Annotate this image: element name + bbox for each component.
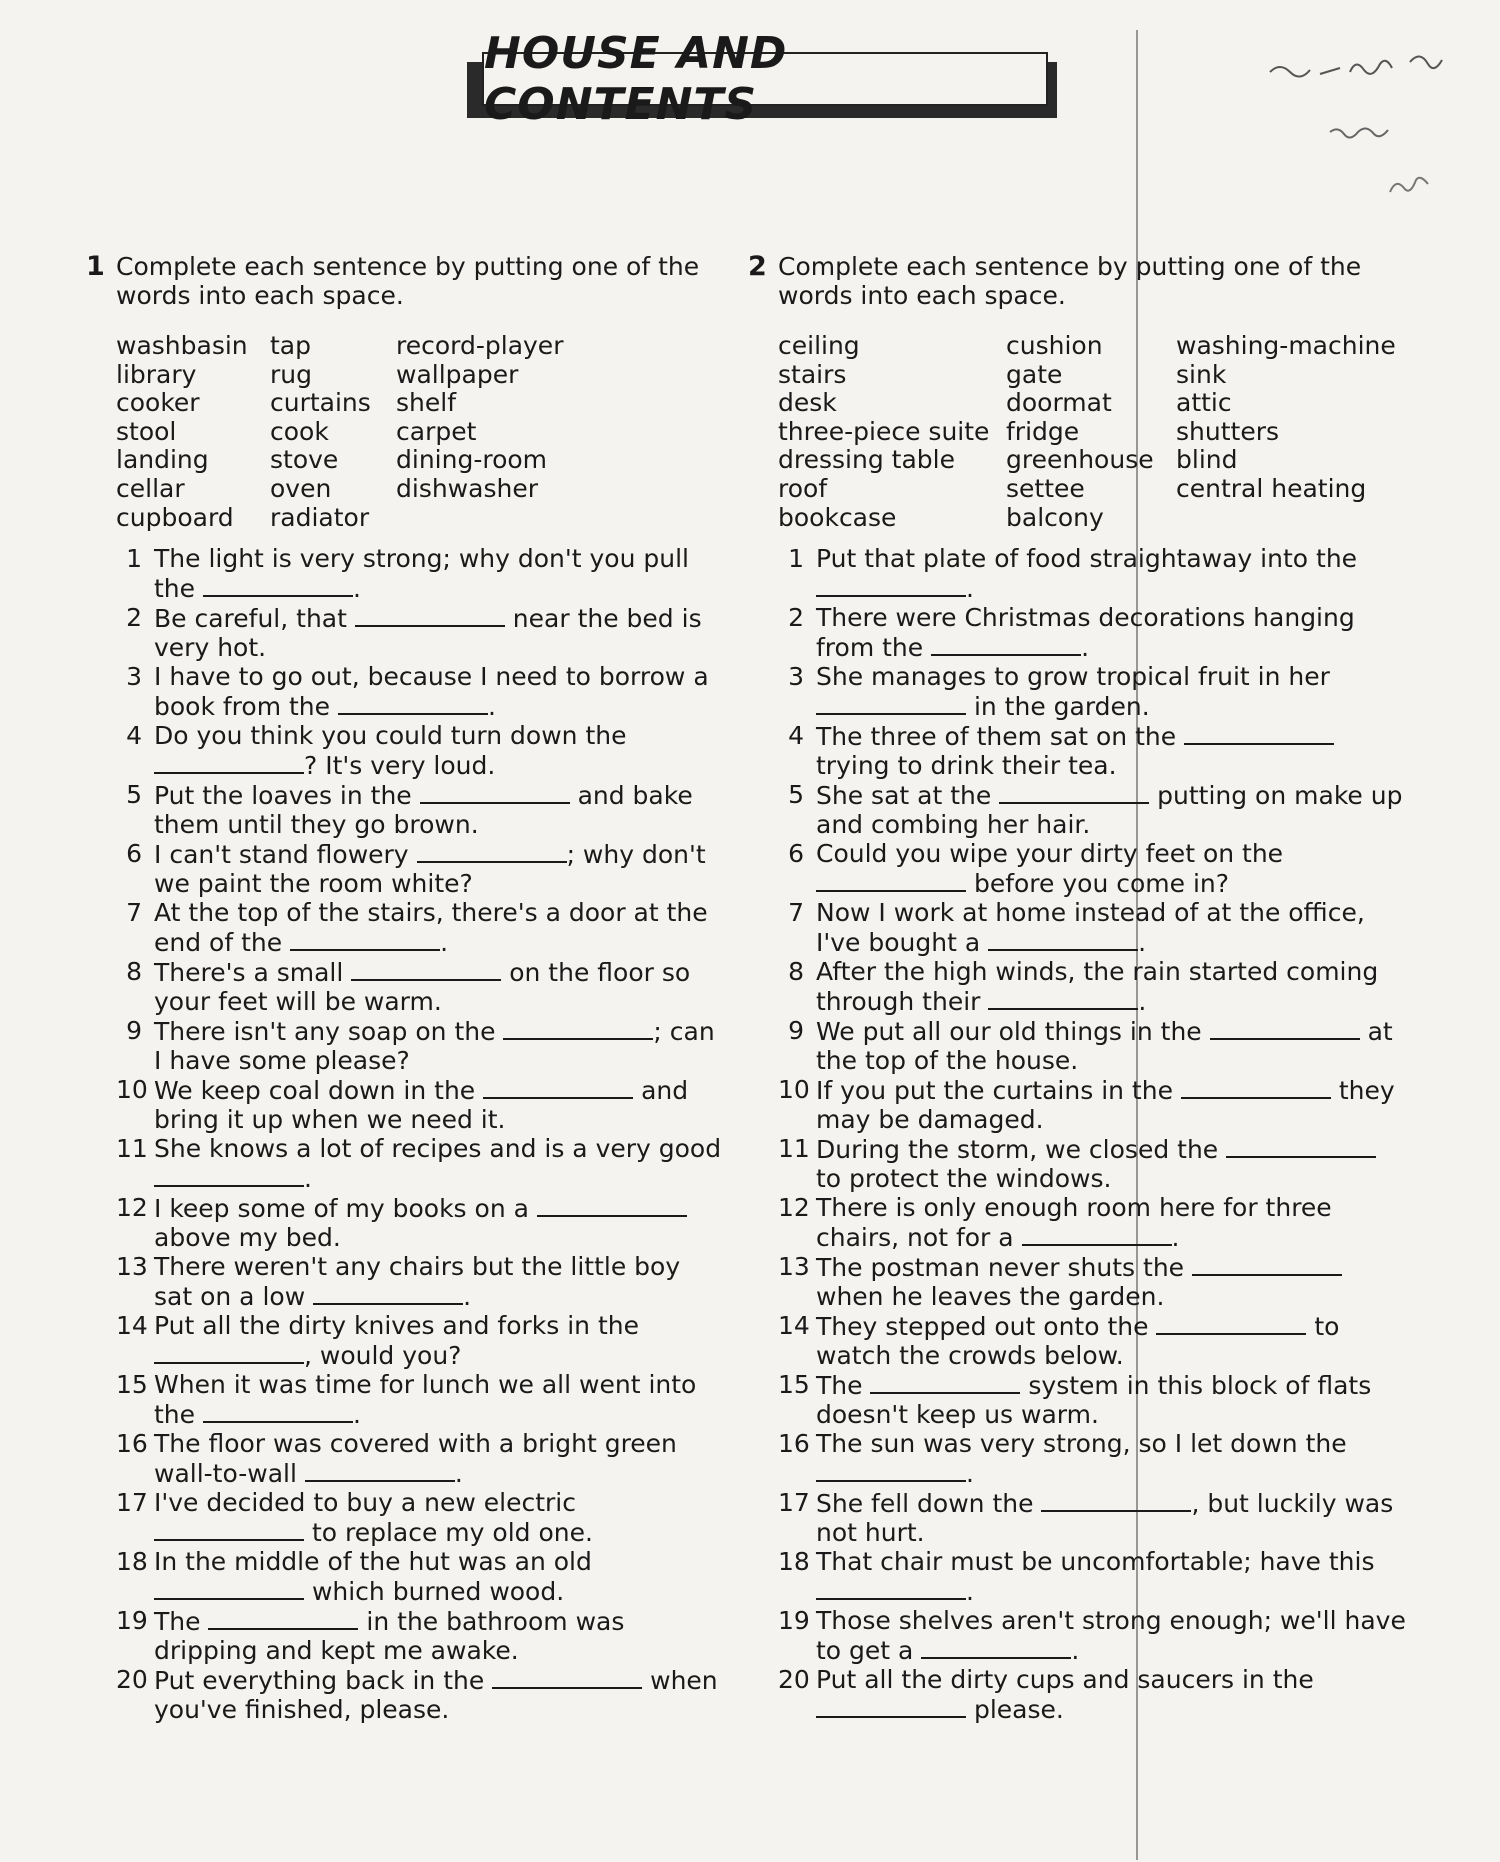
sentence-item: [116, 1547, 726, 1606]
answer-blank[interactable]: [988, 927, 1138, 951]
sentence-part-before: Could you wipe your dirty feet on the: [816, 839, 1284, 869]
sentence-part-before: The light is very strong; why don't you pull the: [154, 544, 689, 604]
word-bank-word: shutters: [1176, 416, 1280, 446]
word-bank-word: dishwasher: [396, 473, 538, 503]
sentence-text: [816, 1016, 1408, 1075]
word-bank-word: central heating: [1176, 473, 1367, 503]
word-bank-word: carpet: [396, 416, 477, 446]
answer-blank[interactable]: [290, 927, 440, 951]
sentence-part-after: .: [463, 1282, 472, 1312]
item-number: 11: [778, 1134, 810, 1164]
answer-blank[interactable]: [931, 632, 1081, 656]
item-number: 19: [778, 1606, 810, 1636]
sentence-text: [154, 1370, 726, 1429]
bleed-through-text: [160, 120, 167, 145]
sentence-part-after: .: [966, 1459, 974, 1489]
item-number: 12: [778, 1193, 810, 1223]
answer-blank[interactable]: [305, 1458, 455, 1482]
sentence-item: [778, 1547, 1408, 1606]
sentence-text: [154, 957, 726, 1016]
sentence-part-before: I've decided to buy a new electric: [154, 1488, 576, 1518]
sentence-item: [778, 1370, 1408, 1429]
sentence-item: [116, 1252, 726, 1311]
sentence-item: [116, 1311, 726, 1370]
sentence-part-before: We keep coal down in the: [154, 1076, 484, 1106]
item-number: 11: [116, 1134, 148, 1164]
sentence-item: [778, 780, 1408, 839]
item-number: 5: [126, 780, 142, 810]
sentence-text: [154, 1547, 726, 1606]
word-bank-word: fridge: [1006, 416, 1080, 446]
sentence-text: [154, 839, 726, 898]
sentence-text: [816, 1370, 1408, 1429]
word-bank-word: shelf: [396, 388, 456, 418]
sentence-text: [154, 1665, 726, 1724]
instruction-text: Complete each sentence by putting one of the words into each space.: [778, 252, 1362, 310]
sentence-part-before: Put all the dirty knives and forks in the: [154, 1311, 639, 1341]
sentence-part-before: There weren't any chairs but the little boy sat on a low: [154, 1252, 681, 1312]
sentence-item: [116, 839, 726, 898]
sentence-text: [816, 1429, 1408, 1488]
sentence-text: [816, 1488, 1408, 1547]
sentence-part-before: There were Christmas decorations hanging from the: [816, 603, 1355, 663]
answer-blank[interactable]: [313, 1281, 463, 1305]
sentence-part-before: The floor was covered with a bright green wall-to-wall: [154, 1429, 677, 1489]
item-number: 15: [778, 1370, 810, 1400]
word-bank-word: washbasin: [116, 331, 248, 360]
answer-blank[interactable]: [816, 573, 966, 597]
answer-blank[interactable]: [816, 868, 966, 892]
sentence-part-before: I keep some of my books on a: [154, 1194, 537, 1224]
sentence-part-before: The sun was very strong, so I let down the: [816, 1429, 1347, 1459]
section-1-instruction: [86, 252, 726, 310]
word-bank-word: cooker: [116, 388, 200, 418]
word-bank-word: stool: [116, 416, 177, 446]
item-number: 10: [778, 1075, 810, 1105]
sentence-item: [778, 1665, 1408, 1724]
word-bank-word: blind: [1176, 445, 1238, 475]
sentence-text: [154, 1606, 726, 1665]
sentence-part-after: in the bathroom was dripping and kept me awake.: [154, 1607, 625, 1666]
word-bank-1: [116, 332, 726, 532]
sentence-part-after: when you've finished, please.: [154, 1666, 718, 1725]
sentence-text: [816, 1134, 1408, 1193]
item-number: 6: [788, 839, 804, 869]
sentence-part-before: They stepped out onto the: [816, 1312, 1157, 1342]
sentence-item: [778, 1252, 1408, 1311]
item-number: 15: [116, 1370, 148, 1400]
answer-blank[interactable]: [420, 780, 570, 804]
sentence-part-before: During the storm, we closed the: [816, 1135, 1227, 1165]
sentence-part-after: .: [1138, 928, 1147, 958]
item-number: 17: [778, 1488, 810, 1518]
item-number: 20: [778, 1665, 810, 1695]
word-bank-word: wallpaper: [396, 359, 519, 389]
item-number: 2: [126, 603, 142, 633]
sentence-text: [816, 1547, 1408, 1606]
word-bank-word: cushion: [1006, 331, 1103, 360]
answer-blank[interactable]: [203, 573, 353, 597]
sentence-part-after: at the top of the house.: [816, 1017, 1393, 1076]
item-number: 19: [116, 1606, 148, 1636]
answer-blank[interactable]: [816, 691, 966, 715]
sentence-text: [154, 1016, 726, 1075]
answer-blank[interactable]: [816, 1694, 966, 1718]
answer-blank[interactable]: [1156, 1311, 1306, 1335]
answer-blank[interactable]: [338, 691, 488, 715]
answer-blank[interactable]: [503, 1016, 653, 1040]
sentence-part-before: In the middle of the hut was an old: [154, 1547, 592, 1577]
item-number: 10: [116, 1075, 148, 1105]
sentence-item: [116, 1429, 726, 1488]
sentence-item: [778, 1606, 1408, 1665]
sentence-part-before: Those shelves aren't strong enough; we'll have to get a: [816, 1606, 1406, 1666]
sentence-item: [778, 721, 1408, 780]
handwritten-scribble: [1250, 32, 1490, 212]
item-number: 18: [116, 1547, 148, 1577]
answer-blank[interactable]: [988, 986, 1138, 1010]
answer-blank[interactable]: [1210, 1016, 1360, 1040]
answer-blank[interactable]: [154, 1163, 304, 1187]
item-number: 13: [116, 1252, 148, 1282]
sentence-part-after: to watch the crowds below.: [816, 1312, 1340, 1371]
item-number: 20: [116, 1665, 148, 1695]
sentence-part-after: and bake them until they go brown.: [154, 781, 693, 840]
sentence-part-after: .: [966, 1577, 974, 1607]
sentence-item: [116, 1665, 726, 1724]
sentence-item: [116, 1134, 726, 1193]
sentence-part-before: I have to go out, because I need to borrow a book from the: [154, 662, 709, 722]
sentence-text: [154, 1311, 726, 1370]
sentence-text: [154, 721, 726, 780]
word-bank-word: greenhouse: [1006, 445, 1154, 475]
word-bank-word: stove: [270, 445, 339, 475]
sentence-text: [154, 662, 726, 721]
item-number: 8: [126, 957, 142, 987]
item-number: 6: [126, 839, 142, 869]
item-number: 17: [116, 1488, 148, 1518]
sentence-text: [154, 1193, 726, 1252]
answer-blank[interactable]: [1226, 1134, 1376, 1158]
sentence-item: [778, 898, 1408, 957]
sentence-item: [116, 1488, 726, 1547]
sentence-part-before: I can't stand flowery: [154, 840, 417, 870]
sentence-item: [116, 1370, 726, 1429]
item-number: 4: [788, 721, 804, 751]
answer-blank[interactable]: [417, 839, 567, 863]
word-bank-word: oven: [270, 473, 332, 503]
sentence-text: [816, 1252, 1408, 1311]
item-number: 14: [116, 1311, 148, 1341]
word-bank-word: sink: [1176, 359, 1227, 389]
sentence-part-before: After the high winds, the rain started coming through their: [816, 957, 1379, 1017]
sentence-part-after: .: [487, 692, 496, 722]
section-number: 1: [86, 251, 105, 282]
sentence-text: [154, 780, 726, 839]
sentence-part-before: There's a small: [154, 958, 352, 988]
sentence-part-before: Be careful, that: [154, 604, 355, 634]
sentence-part-after: which burned wood.: [304, 1577, 565, 1607]
word-bank-word: desk: [778, 388, 837, 418]
sentence-text: [816, 721, 1408, 780]
sentence-part-after: ; can I have some please?: [154, 1017, 715, 1076]
instruction-text: Complete each sentence by putting one of the words into each space.: [116, 252, 700, 310]
word-bank-word: tap: [270, 331, 311, 360]
word-bank-word: library: [116, 359, 197, 389]
sentence-item: [778, 1488, 1408, 1547]
sentence-item: [778, 603, 1408, 662]
sentence-part-after: when he leaves the garden.: [816, 1282, 1165, 1312]
item-number: 18: [778, 1547, 810, 1577]
title-banner: [482, 28, 1048, 130]
sentence-item: [116, 544, 726, 603]
sentence-text: [816, 1665, 1408, 1724]
sentence-part-after: .: [352, 574, 361, 604]
item-number: 9: [126, 1016, 142, 1046]
word-bank-word: doormat: [1006, 388, 1112, 418]
answer-blank[interactable]: [355, 603, 505, 627]
sentence-part-after: .: [1138, 987, 1147, 1017]
answer-blank[interactable]: [1184, 721, 1334, 745]
answer-blank[interactable]: [203, 1399, 353, 1423]
sentence-text: [816, 1311, 1408, 1370]
sentence-part-before: She fell down the: [816, 1489, 1042, 1519]
sentence-item: [778, 1311, 1408, 1370]
answer-blank[interactable]: [483, 1075, 633, 1099]
section-2: [748, 252, 1408, 1724]
sentence-part-after: putting on make up and combing her hair.: [816, 781, 1403, 840]
answer-blank[interactable]: [154, 1340, 304, 1364]
sentence-part-after: please.: [966, 1695, 1064, 1725]
sentence-part-after: .: [966, 574, 974, 604]
sentence-part-after: .: [304, 1164, 312, 1194]
item-number: 3: [126, 662, 142, 692]
sentence-item: [116, 1075, 726, 1134]
answer-blank[interactable]: [537, 1193, 687, 1217]
word-bank-word: curtains: [270, 388, 371, 418]
answer-blank[interactable]: [351, 957, 501, 981]
answer-blank[interactable]: [154, 750, 304, 774]
word-bank-word: settee: [1006, 473, 1085, 503]
answer-blank[interactable]: [154, 1576, 304, 1600]
word-bank-word: roof: [778, 473, 828, 503]
sentence-part-after: in the garden.: [966, 692, 1150, 722]
sentence-part-after: to protect the windows.: [816, 1164, 1112, 1194]
item-number: 4: [126, 721, 142, 751]
sentence-text: [154, 1488, 726, 1547]
answer-blank[interactable]: [1181, 1075, 1331, 1099]
word-bank-word: [1176, 504, 1416, 533]
sentence-part-before: The postman never shuts the: [816, 1253, 1192, 1283]
sentence-item: [778, 1193, 1408, 1252]
sentence-text: [816, 662, 1408, 721]
item-number: 16: [116, 1429, 148, 1459]
sentence-item: [116, 1193, 726, 1252]
sentence-part-before: Now I work at home instead of at the office, I've bought a: [816, 898, 1365, 958]
answer-blank[interactable]: [154, 1517, 304, 1541]
sentence-text: [816, 1606, 1408, 1665]
word-bank-word: bookcase: [778, 502, 897, 532]
sentence-part-before: Put the loaves in the: [154, 781, 420, 811]
sentence-part-after: .: [1171, 1223, 1180, 1253]
item-number: 14: [778, 1311, 810, 1341]
answer-blank[interactable]: [1022, 1222, 1172, 1246]
word-bank-word: cellar: [116, 473, 185, 503]
answer-blank[interactable]: [1041, 1488, 1191, 1512]
section-1: [86, 252, 726, 1724]
sentence-part-before: That chair must be uncomfortable; have this: [816, 1547, 1375, 1577]
answer-blank[interactable]: [999, 780, 1149, 804]
sentence-part-before: She knows a lot of recipes and is a very good: [154, 1134, 722, 1164]
answer-blank[interactable]: [870, 1370, 1020, 1394]
item-number: 12: [116, 1193, 148, 1223]
sentence-part-before: We put all our old things in the: [816, 1017, 1210, 1047]
sentence-part-after: system in this block of flats doesn't keep us warm.: [816, 1371, 1372, 1430]
word-bank-word: gate: [1006, 359, 1063, 389]
sentence-item: [778, 957, 1408, 1016]
word-bank-2: [778, 332, 1408, 532]
sentence-text: [816, 839, 1408, 898]
item-number: 1: [788, 544, 804, 574]
answer-blank[interactable]: [816, 1458, 966, 1482]
sentence-item: [116, 957, 726, 1016]
sentence-text: [816, 1075, 1408, 1134]
sentence-item: [778, 1016, 1408, 1075]
sentence-text: [816, 544, 1408, 603]
item-number: 16: [778, 1429, 810, 1459]
section-number: 2: [748, 251, 767, 282]
sentence-item: [116, 1606, 726, 1665]
sentence-part-after: trying to drink their tea.: [816, 751, 1117, 781]
sentence-item: [116, 780, 726, 839]
sentence-item: [778, 1134, 1408, 1193]
item-number: 7: [126, 898, 142, 928]
sentence-text: [154, 898, 726, 957]
item-number: 7: [788, 898, 804, 928]
sentence-item: [116, 1016, 726, 1075]
sentence-list-2: [778, 544, 1408, 1724]
sentence-part-after: .: [352, 1400, 361, 1430]
sentence-part-after: before you come in?: [966, 869, 1230, 899]
sentence-part-before: At the top of the stairs, there's a door at the end of the: [154, 898, 708, 958]
item-number: 3: [788, 662, 804, 692]
word-bank-word: dining-room: [396, 445, 548, 475]
sentence-item: [116, 603, 726, 662]
item-number: 1: [126, 544, 142, 574]
item-number: 9: [788, 1016, 804, 1046]
sentence-item: [116, 898, 726, 957]
word-bank-word: cook: [270, 416, 329, 446]
section-2-instruction: [748, 252, 1408, 310]
word-bank-word: record-player: [396, 331, 564, 360]
word-bank-word: dressing table: [778, 445, 955, 475]
sentence-part-after: .: [1081, 633, 1090, 663]
sentence-item: [778, 839, 1408, 898]
sentence-part-after: ? It's very loud.: [304, 751, 496, 781]
sentence-part-before: The: [816, 1371, 871, 1401]
sentence-text: [154, 1134, 726, 1193]
sentence-item: [778, 1429, 1408, 1488]
word-bank-word: landing: [116, 445, 209, 475]
answer-blank[interactable]: [816, 1576, 966, 1600]
sentence-text: [816, 898, 1408, 957]
answer-blank[interactable]: [921, 1635, 1071, 1659]
sentence-text: [154, 544, 726, 603]
sentence-item: [116, 662, 726, 721]
sentence-text: [154, 1075, 726, 1134]
sentence-part-before: There isn't any soap on the: [154, 1017, 504, 1047]
word-bank-word: cupboard: [116, 502, 234, 532]
sentence-text: [154, 1429, 726, 1488]
sentence-part-after: , but luckily was not hurt.: [816, 1489, 1394, 1548]
item-number: 5: [788, 780, 804, 810]
sentence-part-after: above my bed.: [154, 1223, 341, 1253]
answer-blank[interactable]: [1192, 1252, 1342, 1276]
sentence-list-1: [116, 544, 726, 1724]
word-bank-word: ceiling: [778, 331, 860, 360]
sentence-text: [154, 603, 726, 662]
sentence-part-before: If you put the curtains in the: [816, 1076, 1181, 1106]
word-bank-word: radiator: [270, 502, 370, 532]
page-title: HOUSE AND CONTENTS: [484, 28, 788, 130]
sentence-part-before: Put that plate of food straightaway into the: [816, 544, 1358, 574]
word-bank-word: balcony: [1006, 502, 1104, 532]
sentence-part-before: Do you think you could turn down the: [154, 721, 627, 751]
sentence-item: [116, 721, 726, 780]
answer-blank[interactable]: [492, 1665, 642, 1689]
sentence-part-after: , would you?: [304, 1341, 462, 1371]
sentence-part-before: The three of them sat on the: [816, 722, 1185, 752]
sentence-part-after: .: [1071, 1636, 1080, 1666]
sentence-part-after: on the floor so your feet will be warm.: [154, 958, 691, 1017]
sentence-part-before: When it was time for lunch we all went into the: [154, 1370, 697, 1430]
word-bank-word: attic: [1176, 388, 1232, 418]
sentence-part-after: .: [454, 1459, 463, 1489]
item-number: 2: [788, 603, 804, 633]
item-number: 13: [778, 1252, 810, 1282]
sentence-part-before: There is only enough room here for three chairs, not for a: [816, 1193, 1332, 1253]
sentence-part-after: they may be damaged.: [816, 1076, 1395, 1135]
sentence-part-before: Put everything back in the: [154, 1666, 493, 1696]
sentence-part-before: Put all the dirty cups and saucers in the: [816, 1665, 1314, 1695]
word-bank-word: three-piece suite: [778, 416, 990, 446]
sentence-part-after: to replace my old one.: [304, 1518, 593, 1548]
sentence-text: [816, 1193, 1408, 1252]
sentence-item: [778, 662, 1408, 721]
sentence-text: [154, 1252, 726, 1311]
sentence-text: [816, 957, 1408, 1016]
word-bank-word: [396, 504, 696, 533]
sentence-part-before: The: [154, 1607, 209, 1637]
sentence-part-after: near the bed is very hot.: [154, 604, 702, 663]
sentence-part-after: .: [440, 928, 449, 958]
sentence-text: [816, 603, 1408, 662]
item-number: 8: [788, 957, 804, 987]
sentence-part-after: ; why don't we paint the room white?: [154, 840, 706, 899]
sentence-item: [778, 544, 1408, 603]
word-bank-word: washing-machine: [1176, 331, 1396, 360]
sentence-text: [816, 780, 1408, 839]
word-bank-word: stairs: [778, 359, 847, 389]
answer-blank[interactable]: [208, 1606, 358, 1630]
sentence-part-before: She manages to grow tropical fruit in her: [816, 662, 1330, 692]
word-bank-word: rug: [270, 359, 312, 389]
sentence-part-after: and bring it up when we need it.: [154, 1076, 689, 1135]
sentence-part-before: She sat at the: [816, 781, 1000, 811]
sentence-item: [778, 1075, 1408, 1134]
